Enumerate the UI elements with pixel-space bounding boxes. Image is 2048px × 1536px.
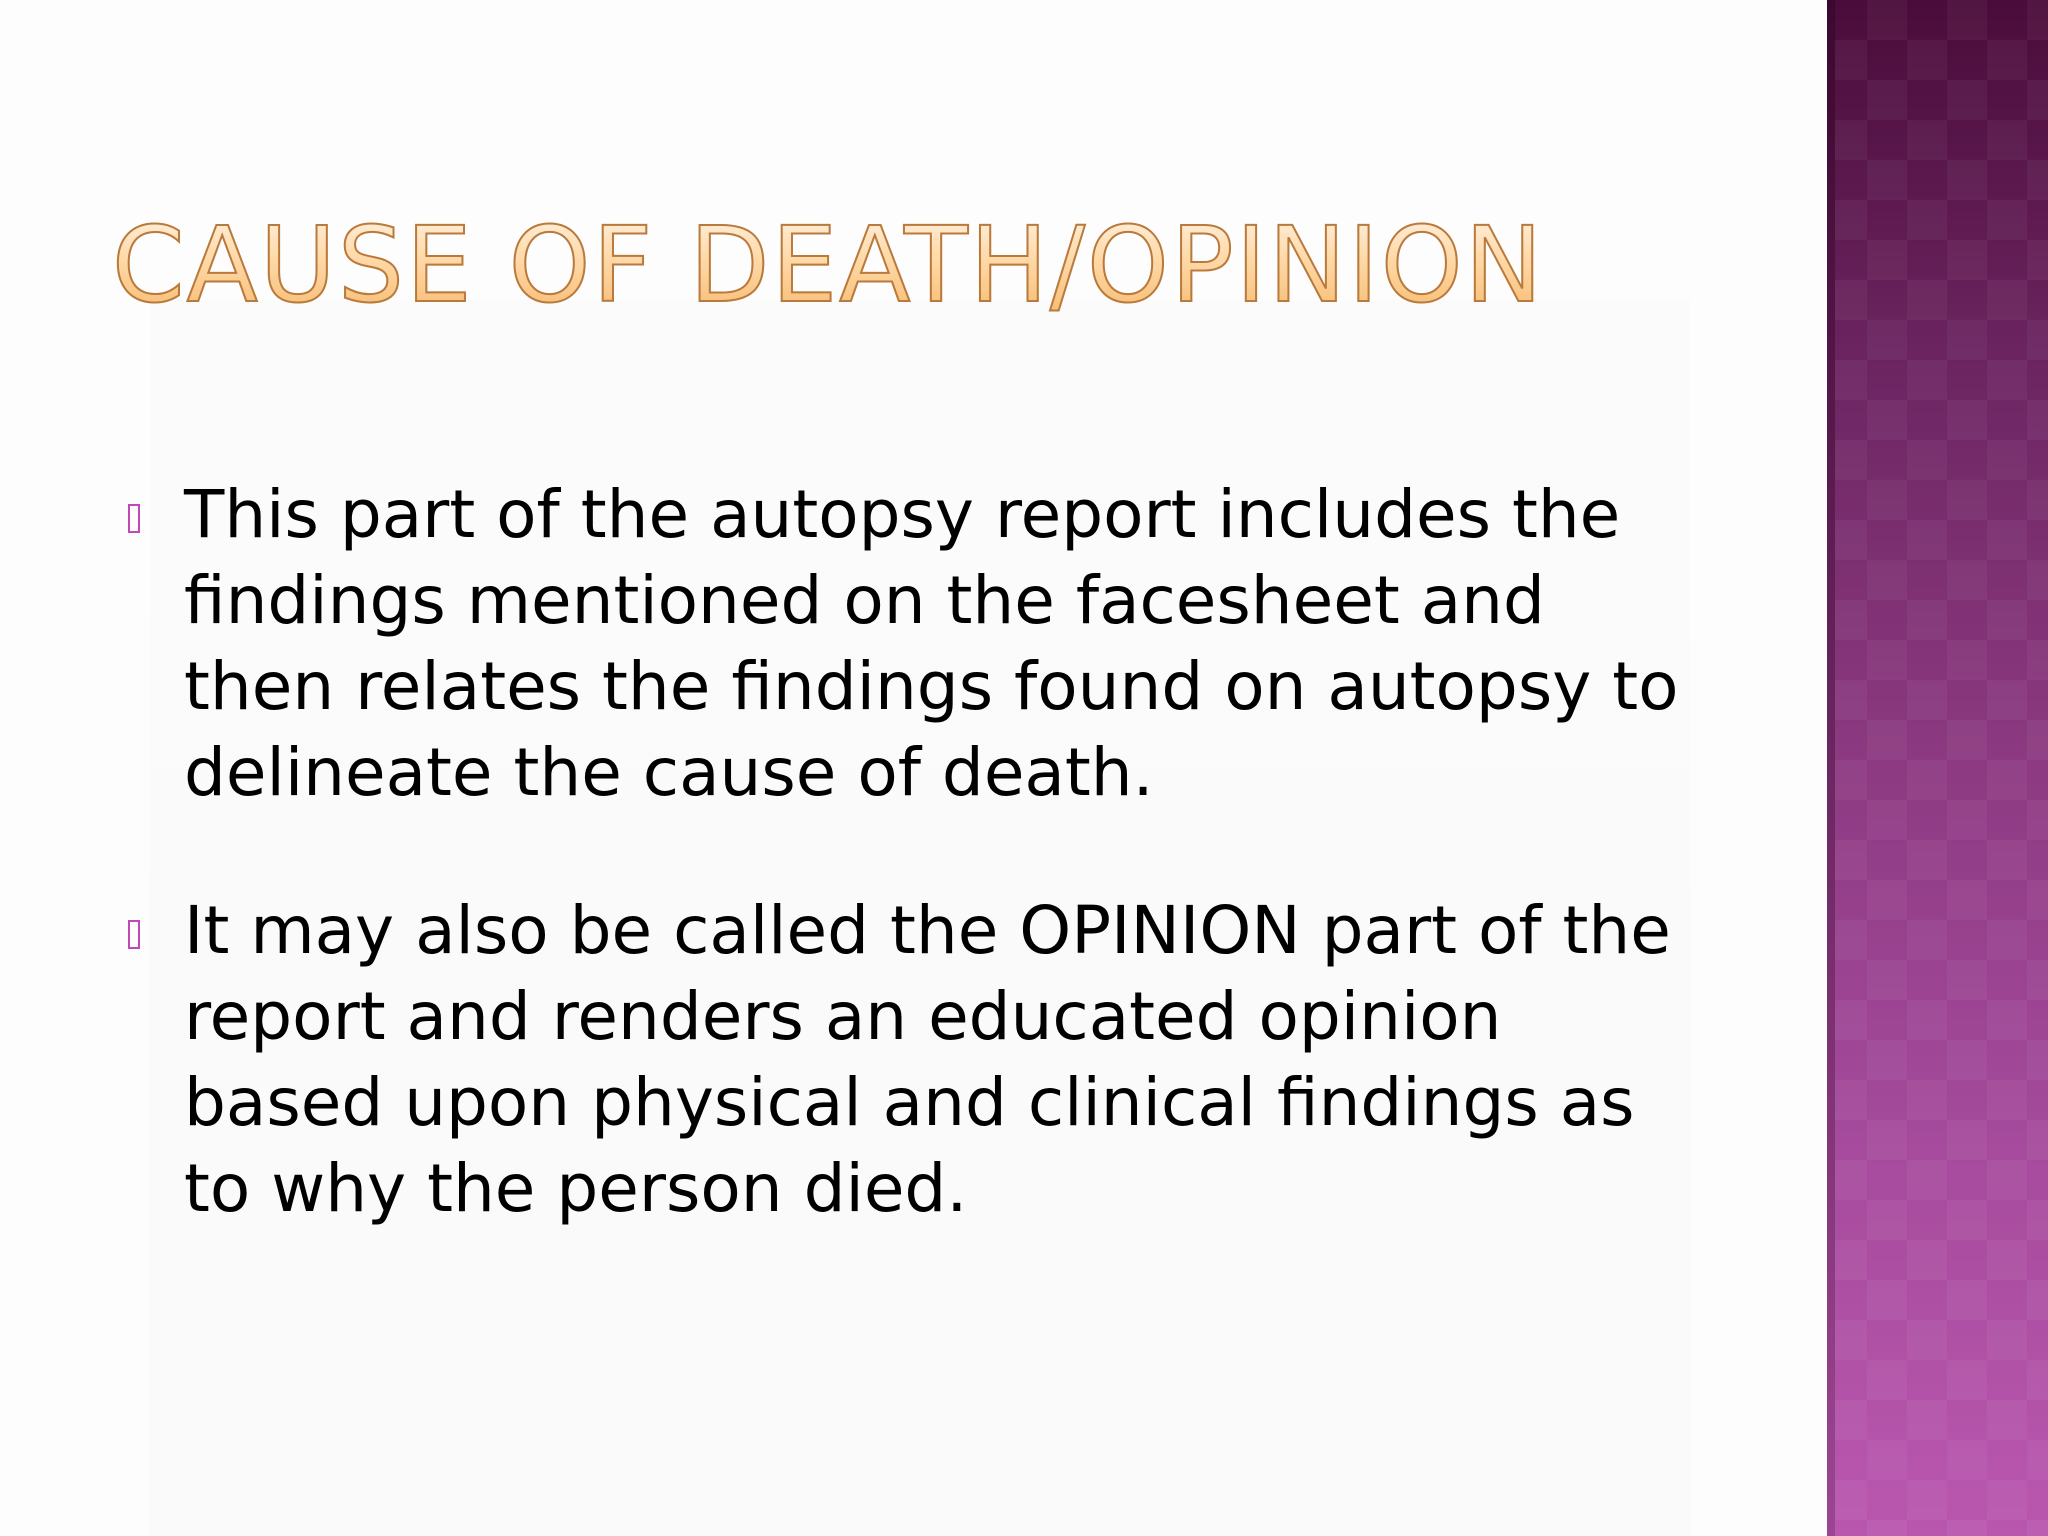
slide-title: CAUSE OF DEATH/OPINION [112,200,1544,330]
square-bullet-icon [128,504,140,533]
bullet-text: This part of the autopsy report includes the findings mentioned on the facesheet and then relates the findings found on autopsy to delineate the cause of death. [184,476,1679,811]
bullet-item [124,888,1724,1232]
bullet-list [124,472,1724,1232]
bullet-item [124,472,1724,816]
decorative-side-bar [1827,0,2048,1536]
square-bullet-icon [128,920,140,949]
bullet-text: It may also be called the OPINION part of the report and renders an educated opinion based upon physical and clinical findings as to why the person died. [184,892,1671,1227]
